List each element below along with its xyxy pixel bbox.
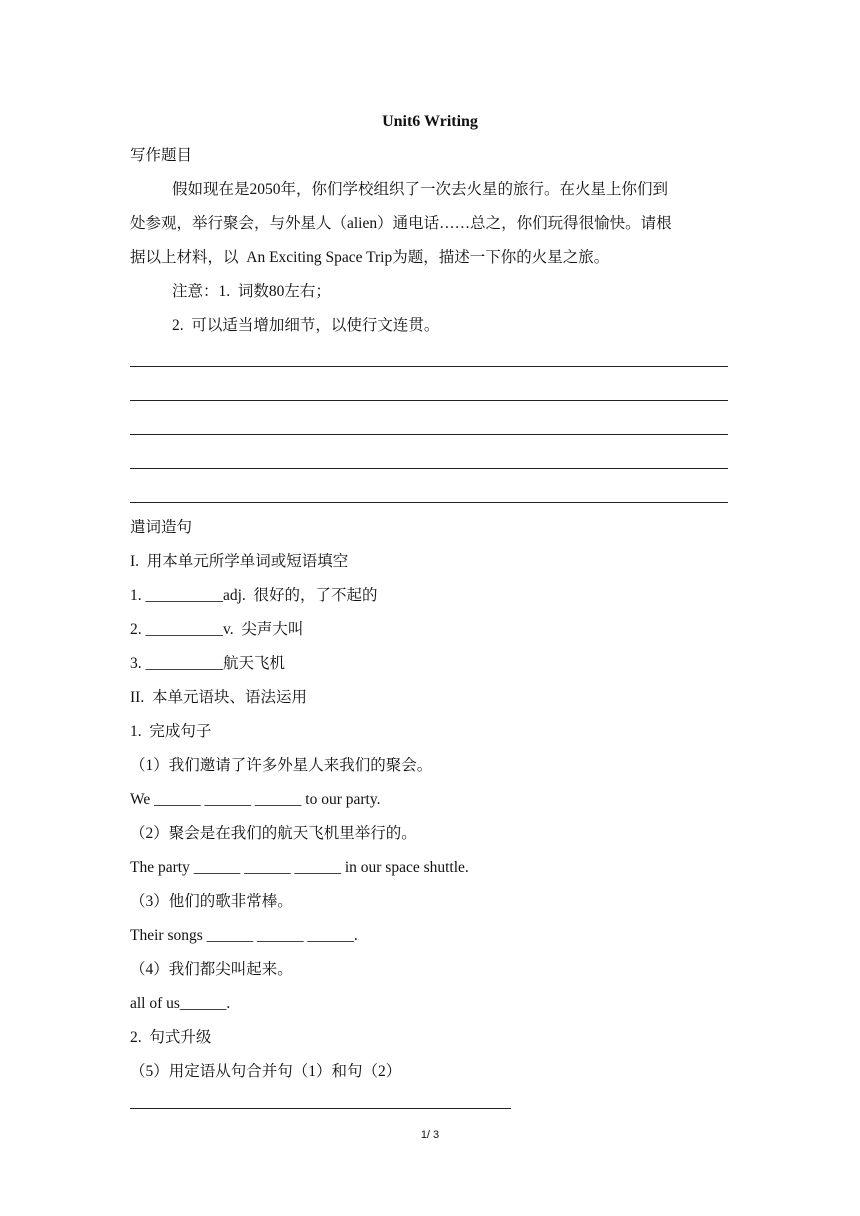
part1-item-2: 2. __________v. 尖声大叫 xyxy=(130,621,304,638)
answer-line-4 xyxy=(130,468,728,469)
writing-heading: 写作题目 xyxy=(130,147,193,164)
answer-line-2 xyxy=(130,400,728,401)
sentence-1-cn: （1）我们邀请了许多外星人来我们的聚会。 xyxy=(130,757,433,774)
sentence-4-cn: （4）我们都尖叫起来。 xyxy=(130,961,293,978)
part1-heading: I. 用本单元所学单词或短语填空 xyxy=(130,553,349,570)
answer-line-3 xyxy=(130,434,728,435)
prompt-line-2: 处参观，举行聚会，与外星人（alien）通电话……总之，你们玩得很愉快。请根 xyxy=(130,215,672,232)
note-details: 2. 可以适当增加细节，以使行文连贯。 xyxy=(172,317,440,334)
answer-line-5 xyxy=(130,502,728,503)
page-number: 1/ 3 xyxy=(420,1129,440,1141)
upgrade-answer-line xyxy=(130,1108,511,1109)
upgrade-instruction: （5）用定语从句合并句（1）和句（2） xyxy=(130,1063,402,1080)
section-heading: 遣词造句 xyxy=(130,519,193,536)
note-word-count: 注意：1. 词数80左右； xyxy=(172,283,331,300)
sentence-4-en: all of us______. xyxy=(130,995,231,1012)
prompt-line-3: 据以上材料，以 An Exciting Space Trip为题，描述一下你的火星之旅。 xyxy=(130,249,610,266)
sentence-3-cn: （3）他们的歌非常棒。 xyxy=(130,893,293,910)
sentence-2-en: The party ______ ______ ______ in our space shuttle. xyxy=(130,859,469,876)
part1-item-3: 3. __________航天飞机 xyxy=(130,655,286,672)
sentence-3-en: Their songs ______ ______ ______. xyxy=(130,927,358,944)
sentence-2-cn: （2）聚会是在我们的航天飞机里举行的。 xyxy=(130,825,417,842)
document-title: Unit6 Writing xyxy=(382,113,478,130)
sentence-1-en: We ______ ______ ______ to our party. xyxy=(130,791,381,808)
part2-sub1: 1. 完成句子 xyxy=(130,723,212,740)
prompt-line-1: 假如现在是2050年，你们学校组织了一次去火星的旅行。在火星上你们到 xyxy=(172,181,669,198)
part1-item-1: 1. __________adj. 很好的，了不起的 xyxy=(130,587,378,604)
part2-heading: II. 本单元语块、语法运用 xyxy=(130,689,307,706)
answer-line-1 xyxy=(130,366,728,367)
part2-sub2: 2. 句式升级 xyxy=(130,1029,212,1046)
